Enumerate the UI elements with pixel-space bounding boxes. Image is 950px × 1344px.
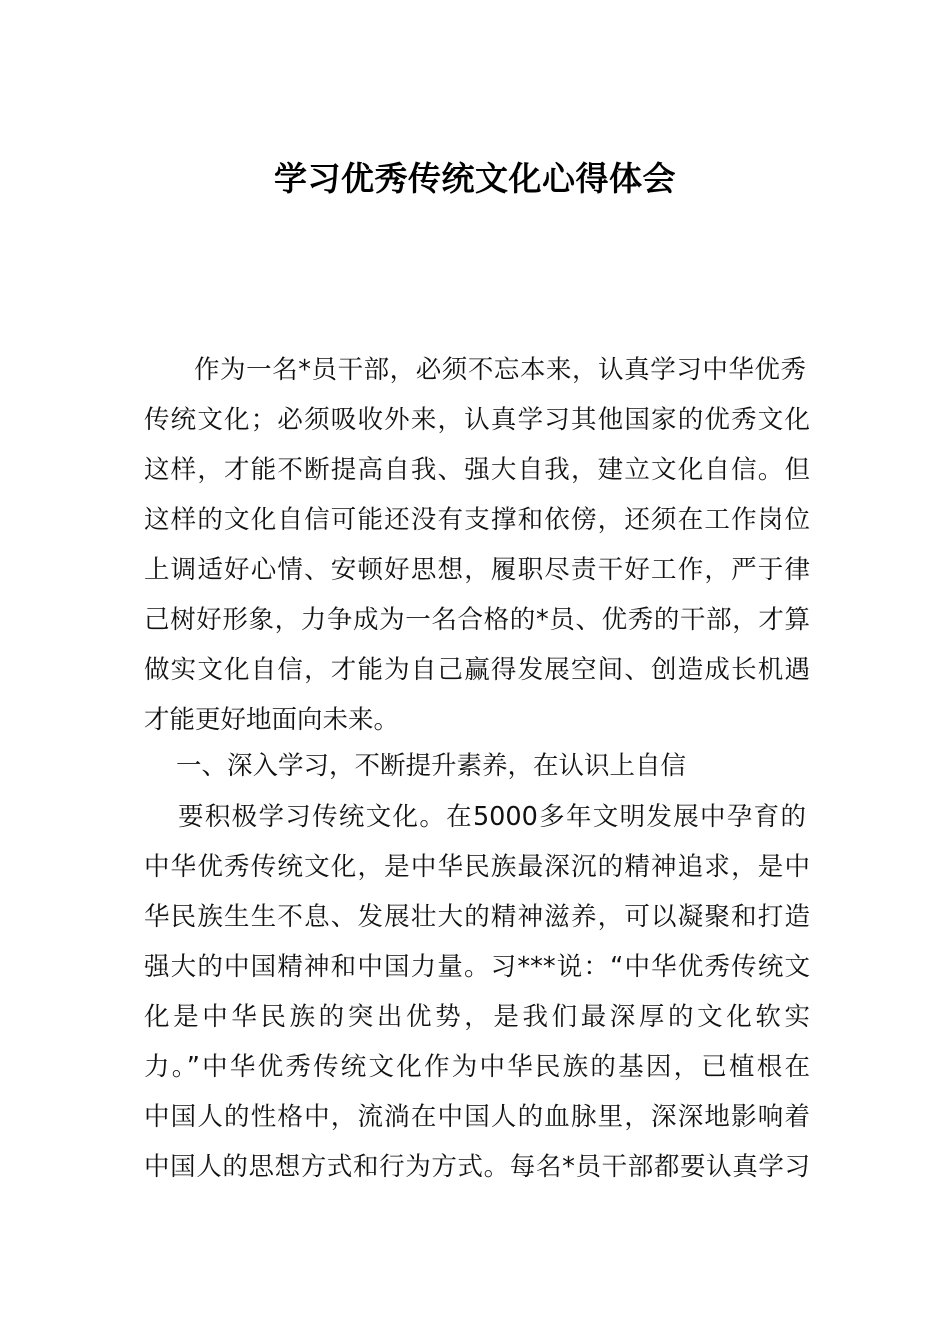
paragraph-line: 己树好形象，力争成为一名合格的*员、优秀的干部，才算: [144, 605, 810, 635]
paragraph-line: 传统文化；必须吸收外来，认真学习其他国家的优秀文化: [144, 405, 810, 435]
paragraph-line: 华民族生生不息、发展壮大的精神滋养，可以凝聚和打造: [144, 902, 810, 932]
paragraph-line: 中华优秀传统文化，是中华民族最深沉的精神追求，是中: [144, 852, 810, 882]
paragraph-line: 这样，才能不断提高自我、强大自我，建立文化自信。但: [144, 455, 810, 485]
paragraph-line: 中国人的性格中，流淌在中国人的血脉里，深深地影响着: [144, 1102, 810, 1132]
paragraph-line: 力。”中华优秀传统文化作为中华民族的基因，已植根在: [144, 1052, 810, 1082]
paragraph-line: 要积极学习传统文化。在5000多年文明发展中孕育的: [178, 802, 806, 832]
paragraph-line: 才能更好地面向未来。: [144, 705, 400, 735]
paragraph-line: 化是中华民族的突出优势，是我们最深厚的文化软实: [144, 1002, 810, 1032]
paragraph-line: 上调适好心情、安顿好思想，履职尽责干好工作，严于律: [144, 555, 810, 585]
paragraph-line: 强大的中国精神和中国力量。习***说：“中华优秀传统文: [144, 952, 810, 982]
paragraph-line: 这样的文化自信可能还没有支撑和依傍，还须在工作岗位: [144, 505, 810, 535]
section-heading: 一、深入学习，不断提升素养，在认识上自信: [176, 751, 687, 781]
paragraph-line: 作为一名*员干部，必须不忘本来，认真学习中华优秀: [194, 355, 806, 385]
paragraph-line: 中国人的思想方式和行为方式。每名*员干部都要认真学习: [144, 1152, 810, 1182]
document-title: 学习优秀传统文化心得体会: [274, 159, 676, 198]
paragraph-line: 做实文化自信，才能为自己赢得发展空间、创造成长机遇: [144, 655, 810, 685]
